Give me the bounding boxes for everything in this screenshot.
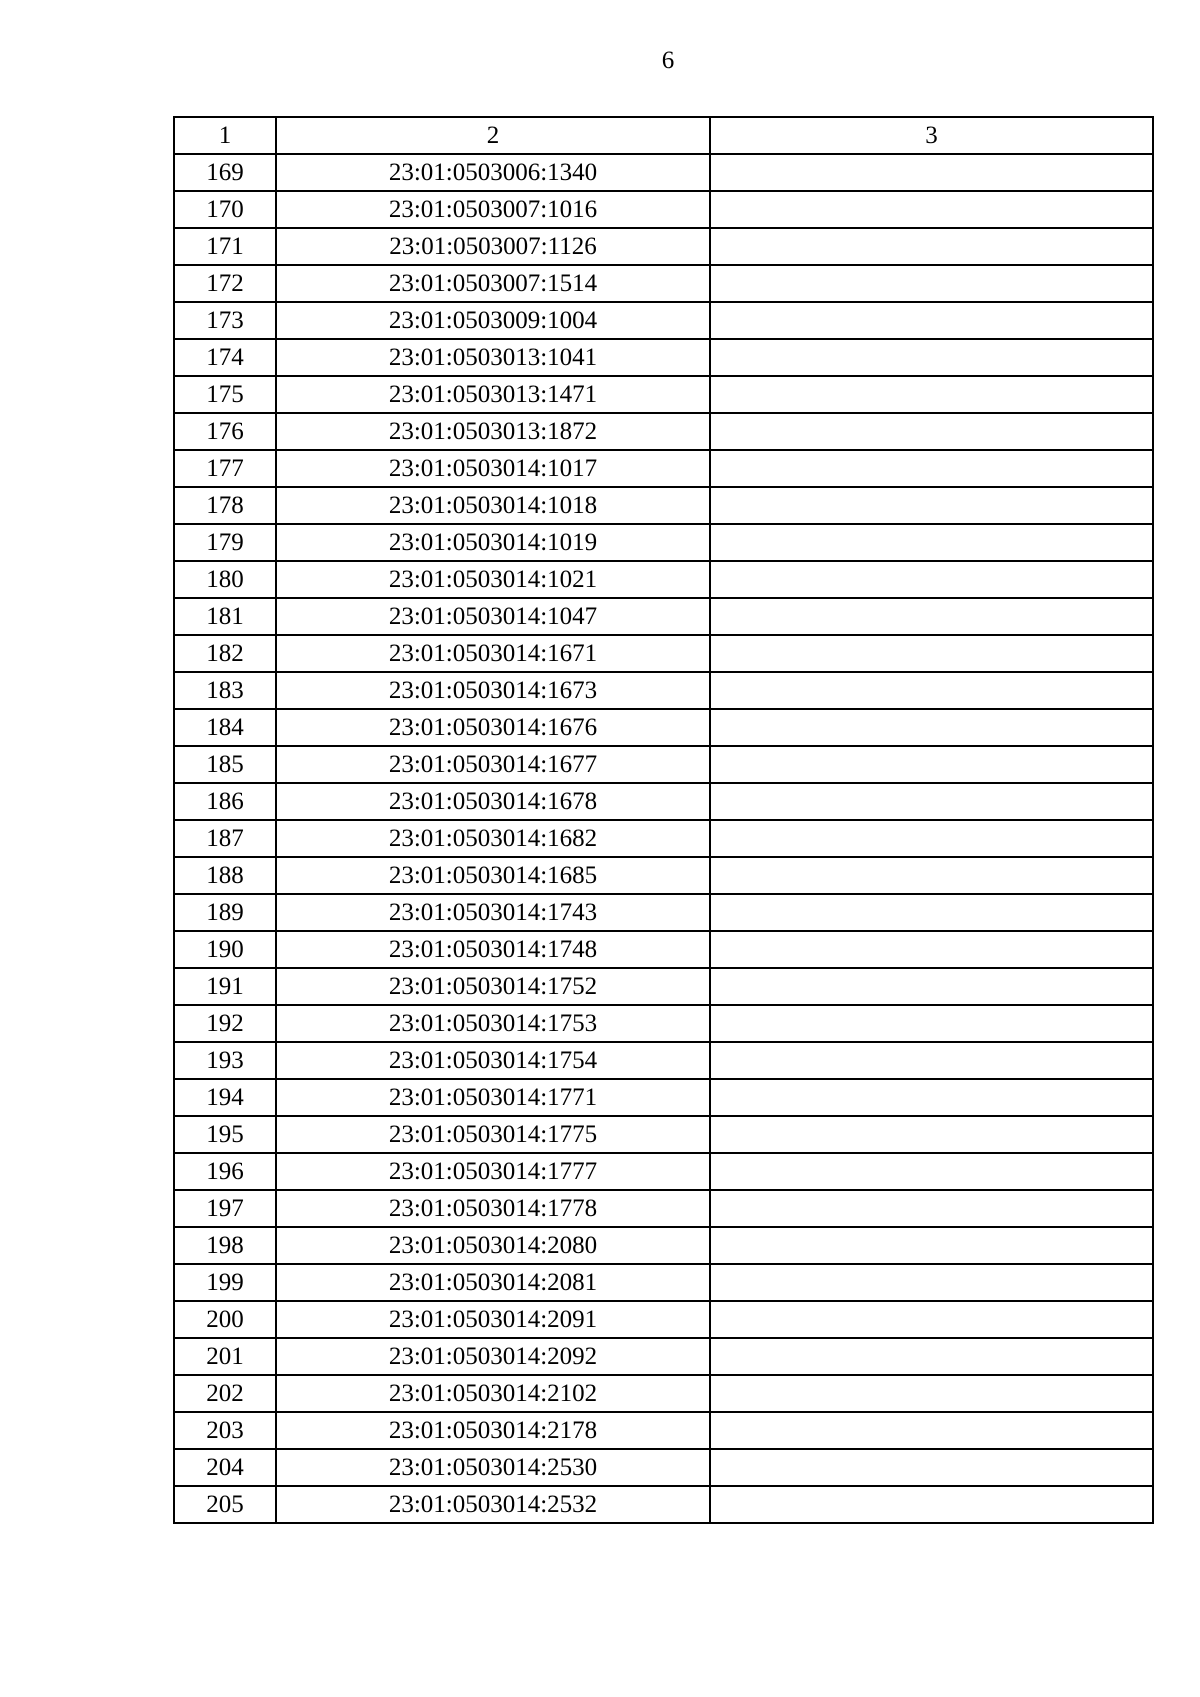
table-row [174,857,1153,894]
table-body [174,154,1153,1523]
table-row [174,1412,1153,1449]
notes-cell [710,1116,1153,1153]
notes-cell [710,894,1153,931]
notes-cell [710,931,1153,968]
table-row [174,635,1153,672]
table-row [174,265,1153,302]
notes-cell [710,1005,1153,1042]
cadastral-number-cell: 23:01:0503014:2080 [276,1227,710,1264]
row-index-cell: 177 [174,450,276,487]
cadastral-number-cell: 23:01:0503013:1872 [276,413,710,450]
notes-cell [710,450,1153,487]
cadastral-number-cell: 23:01:0503014:1778 [276,1190,710,1227]
row-index-cell: 183 [174,672,276,709]
notes-cell [710,857,1153,894]
table-row [174,1227,1153,1264]
notes-cell [710,339,1153,376]
table-row [174,746,1153,783]
cadastral-number-cell: 23:01:0503014:1017 [276,450,710,487]
notes-cell [710,413,1153,450]
notes-cell [710,1079,1153,1116]
row-index-cell: 190 [174,931,276,968]
notes-cell [710,598,1153,635]
row-index-cell: 170 [174,191,276,228]
cadastral-number-cell: 23:01:0503014:1685 [276,857,710,894]
notes-cell [710,1375,1153,1412]
cadastral-number-cell: 23:01:0503014:1682 [276,820,710,857]
table-row [174,1005,1153,1042]
row-index-cell: 180 [174,561,276,598]
cadastral-number-cell: 23:01:0503014:2530 [276,1449,710,1486]
notes-cell [710,1338,1153,1375]
table-row [174,783,1153,820]
notes-cell [710,709,1153,746]
cadastral-number-cell: 23:01:0503014:1752 [276,968,710,1005]
table-row [174,1079,1153,1116]
table-header-row [174,117,1153,154]
row-index-cell: 196 [174,1153,276,1190]
notes-cell [710,1486,1153,1523]
cadastral-number-cell: 23:01:0503014:1678 [276,783,710,820]
table-row [174,154,1153,191]
row-index-cell: 203 [174,1412,276,1449]
cadastral-number-cell: 23:01:0503014:1771 [276,1079,710,1116]
cadastral-number-table [173,116,1154,1524]
row-index-cell: 184 [174,709,276,746]
notes-cell [710,191,1153,228]
table-row [174,1338,1153,1375]
table-row [174,1486,1153,1523]
table-row [174,1116,1153,1153]
page-number: 6 [661,47,675,74]
table-row [174,1190,1153,1227]
cadastral-number-cell: 23:01:0503014:2532 [276,1486,710,1523]
notes-cell [710,524,1153,561]
row-index-cell: 192 [174,1005,276,1042]
notes-cell [710,228,1153,265]
row-index-cell: 186 [174,783,276,820]
table-row [174,376,1153,413]
table-row [174,1042,1153,1079]
notes-cell [710,968,1153,1005]
row-index-cell: 169 [174,154,276,191]
row-index-cell: 195 [174,1116,276,1153]
row-index-cell: 191 [174,968,276,1005]
row-index-cell: 188 [174,857,276,894]
cadastral-number-cell: 23:01:0503014:1753 [276,1005,710,1042]
cadastral-number-cell: 23:01:0503014:1777 [276,1153,710,1190]
row-index-cell: 172 [174,265,276,302]
notes-cell [710,672,1153,709]
row-index-cell: 187 [174,820,276,857]
table-row [174,1153,1153,1190]
cadastral-number-cell: 23:01:0503014:1673 [276,672,710,709]
cadastral-number-cell: 23:01:0503014:2091 [276,1301,710,1338]
table-row [174,561,1153,598]
table-row [174,524,1153,561]
notes-cell [710,1190,1153,1227]
cadastral-number-cell: 23:01:0503007:1016 [276,191,710,228]
table-row [174,1301,1153,1338]
row-index-cell: 173 [174,302,276,339]
row-index-cell: 197 [174,1190,276,1227]
row-index-cell: 205 [174,1486,276,1523]
notes-cell [710,302,1153,339]
notes-cell [710,1449,1153,1486]
cadastral-number-cell: 23:01:0503014:1671 [276,635,710,672]
row-index-cell: 200 [174,1301,276,1338]
notes-cell [710,1264,1153,1301]
cadastral-number-cell: 23:01:0503014:1047 [276,598,710,635]
table-row [174,228,1153,265]
cadastral-number-cell: 23:01:0503014:1775 [276,1116,710,1153]
table-row [174,931,1153,968]
row-index-cell: 181 [174,598,276,635]
column-header-1: 1 [174,117,276,154]
cadastral-number-cell: 23:01:0503006:1340 [276,154,710,191]
cadastral-number-cell: 23:01:0503014:1754 [276,1042,710,1079]
row-index-cell: 174 [174,339,276,376]
table-row [174,302,1153,339]
notes-cell [710,635,1153,672]
notes-cell [710,561,1153,598]
cadastral-number-cell: 23:01:0503014:1021 [276,561,710,598]
row-index-cell: 198 [174,1227,276,1264]
row-index-cell: 189 [174,894,276,931]
row-index-cell: 171 [174,228,276,265]
row-index-cell: 175 [174,376,276,413]
notes-cell [710,820,1153,857]
row-index-cell: 185 [174,746,276,783]
cadastral-number-cell: 23:01:0503014:1748 [276,931,710,968]
notes-cell [710,376,1153,413]
table-row [174,450,1153,487]
notes-cell [710,487,1153,524]
cadastral-number-cell: 23:01:0503014:2081 [276,1264,710,1301]
row-index-cell: 193 [174,1042,276,1079]
row-index-cell: 179 [174,524,276,561]
table-row [174,1264,1153,1301]
notes-cell [710,265,1153,302]
cadastral-number-cell: 23:01:0503009:1004 [276,302,710,339]
cadastral-number-cell: 23:01:0503007:1126 [276,228,710,265]
column-header-2: 2 [276,117,710,154]
table-row [174,339,1153,376]
table-row [174,894,1153,931]
notes-cell [710,1301,1153,1338]
cadastral-number-cell: 23:01:0503014:2092 [276,1338,710,1375]
column-header-3: 3 [710,117,1153,154]
table-row [174,413,1153,450]
table-row [174,968,1153,1005]
cadastral-number-cell: 23:01:0503007:1514 [276,265,710,302]
cadastral-number-cell: 23:01:0503014:1018 [276,487,710,524]
notes-cell [710,783,1153,820]
cadastral-number-cell: 23:01:0503014:1019 [276,524,710,561]
cadastral-number-cell: 23:01:0503014:1743 [276,894,710,931]
table-row [174,820,1153,857]
row-index-cell: 182 [174,635,276,672]
table-row [174,1375,1153,1412]
row-index-cell: 202 [174,1375,276,1412]
cadastral-number-cell: 23:01:0503013:1041 [276,339,710,376]
notes-cell [710,1227,1153,1264]
row-index-cell: 194 [174,1079,276,1116]
notes-cell [710,1153,1153,1190]
row-index-cell: 176 [174,413,276,450]
table-row [174,672,1153,709]
row-index-cell: 204 [174,1449,276,1486]
row-index-cell: 178 [174,487,276,524]
cadastral-number-cell: 23:01:0503013:1471 [276,376,710,413]
table-row [174,709,1153,746]
table-row [174,191,1153,228]
notes-cell [710,1042,1153,1079]
table-row [174,598,1153,635]
notes-cell [710,154,1153,191]
table-row [174,1449,1153,1486]
cadastral-number-cell: 23:01:0503014:2178 [276,1412,710,1449]
cadastral-number-cell: 23:01:0503014:1676 [276,709,710,746]
row-index-cell: 199 [174,1264,276,1301]
notes-cell [710,746,1153,783]
notes-cell [710,1412,1153,1449]
table-row [174,487,1153,524]
cadastral-number-cell: 23:01:0503014:1677 [276,746,710,783]
row-index-cell: 201 [174,1338,276,1375]
cadastral-number-cell: 23:01:0503014:2102 [276,1375,710,1412]
